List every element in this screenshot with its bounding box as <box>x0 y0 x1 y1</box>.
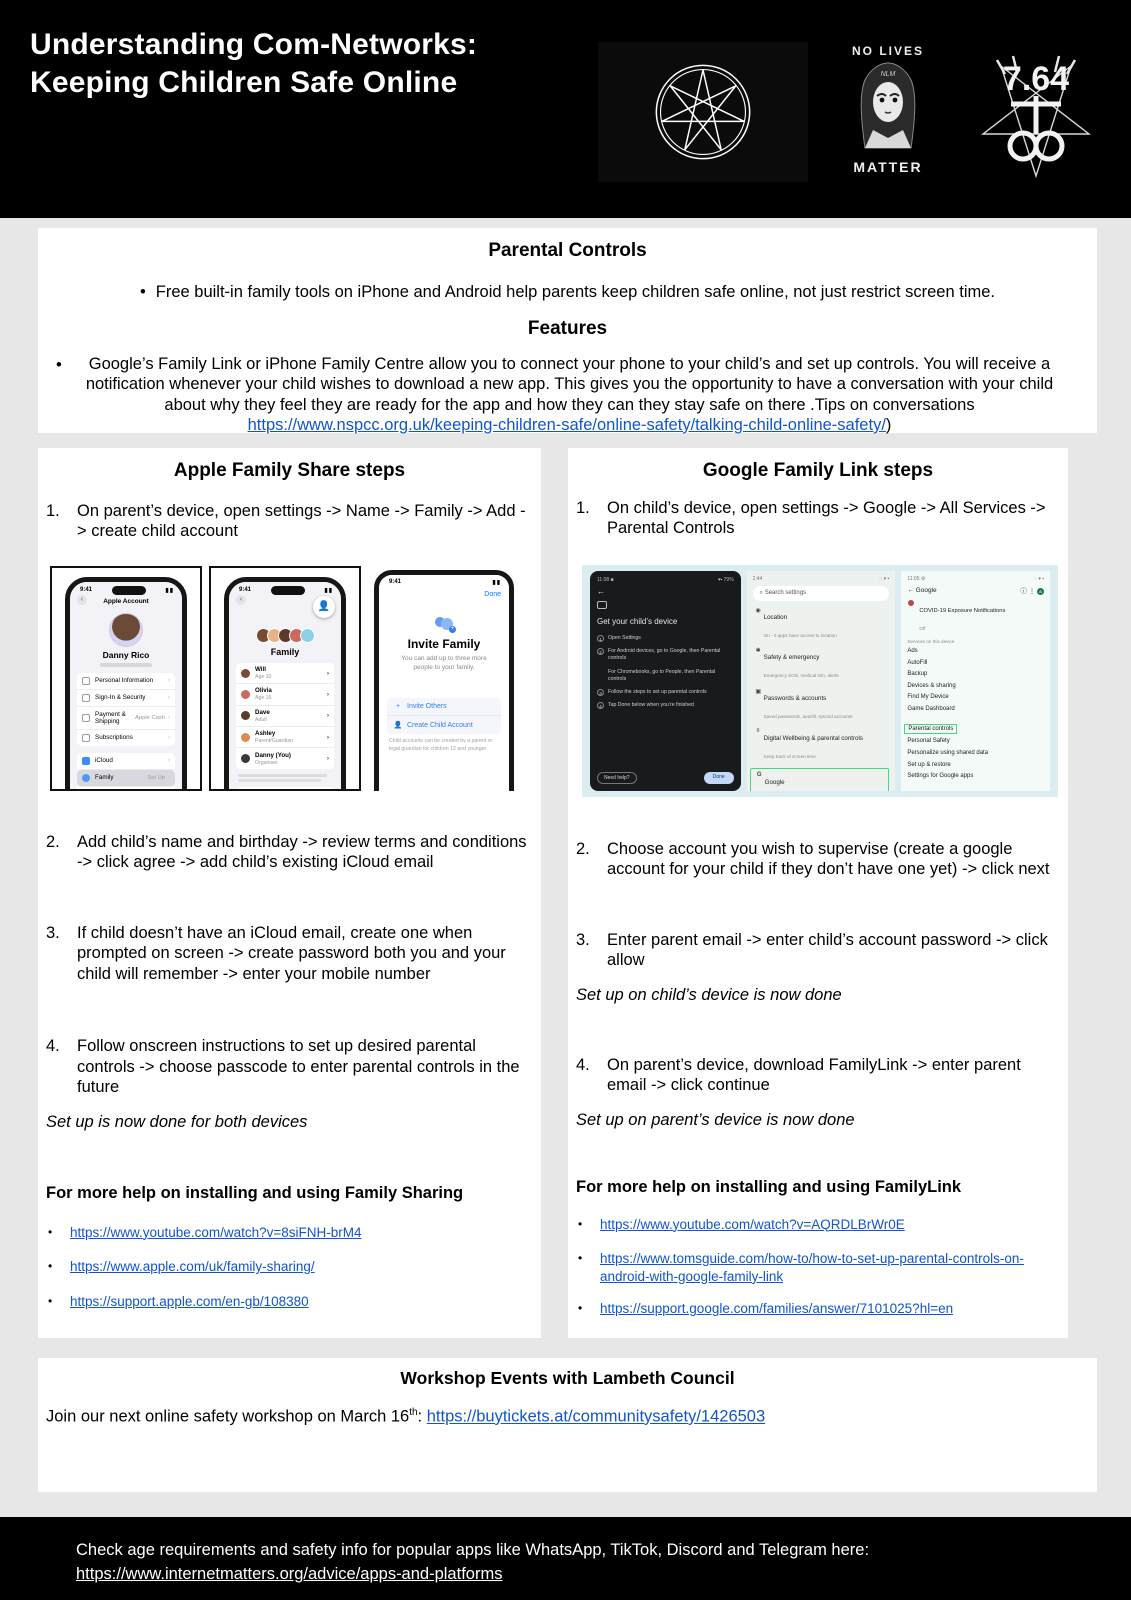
apple-screenshots <box>50 566 535 794</box>
step-text: On parent’s device, open settings -> Name -> Family -> Add -> create child account <box>77 502 526 541</box>
google-step-2: 2. Choose account you wish to supervise (create a google account for your child if they don’t have one yet) -> click next <box>576 839 1050 879</box>
status-time: 9:41 <box>389 579 402 586</box>
google-support-link[interactable]: https://support.google.com/families/answer/7101025?hl=en <box>600 1301 954 1317</box>
page-title <box>30 26 477 102</box>
status-icons: ◌ ▾ ▪ <box>879 575 890 582</box>
done-button: Done <box>704 772 734 784</box>
instruction-step: 4 Tap Done below when you’re finished <box>597 702 734 710</box>
invite-others-row: + Invite Others <box>387 698 501 716</box>
google-parent-done-note: Set up on parent’s device is now done <box>576 1110 855 1129</box>
chevron-right-icon: › <box>168 774 170 781</box>
menu-row: Payment & Shipping Apple Cash › <box>77 707 175 730</box>
status-time: 11:05 ⚙ <box>907 575 926 582</box>
google-child-done-note: Set up on child’s device is now done <box>576 985 842 1004</box>
info-icon: ⓘ ⋮ <box>1020 587 1038 595</box>
apple-help-heading: For more help on installing and using Family Sharing <box>46 1183 464 1202</box>
tomsguide-link[interactable]: https://www.tomsguide.com/how-to/how-to-set-up-parental-controls-on-android-with-google-family-link <box>600 1251 1024 1284</box>
bullet-dot: • <box>48 1259 53 1274</box>
workshop-text <box>46 1407 1097 1427</box>
safety-icon: ✱ <box>755 648 761 655</box>
notch <box>112 586 146 595</box>
service-item: Personalize using shared data <box>907 750 989 757</box>
nspcc-link[interactable]: https://www.nspcc.org.uk/keeping-children-safe/online-safety/talking-child-online-safety/ <box>247 415 886 434</box>
title-line-1: Understanding Com-Networks: <box>30 28 478 61</box>
member-row: Dave Adult › <box>236 706 334 727</box>
svg-text:NLM: NLM <box>880 71 896 78</box>
screen-title: Apple Account <box>103 598 149 606</box>
invite-family-icon: + <box>432 617 456 631</box>
features-paragraph <box>56 354 1071 435</box>
internetmatters-link[interactable]: https://www.internetmatters.org/advice/apps-and-platforms <box>76 1564 503 1583</box>
parental-controls-highlighted: Parental controls <box>904 724 957 734</box>
chevron-right-icon: › <box>326 669 329 677</box>
apple-help-link-item <box>48 1224 541 1242</box>
heptagram-icon <box>647 56 759 168</box>
parental-controls-bullet-text: Free built-in family tools on iPhone and Android help parents keep children safe online, not just restrict screen time. <box>155 283 995 301</box>
title-line-2: Keeping Children Safe Online <box>30 66 458 100</box>
status-icons: ◌ ▾ ▪ <box>1033 575 1045 582</box>
row-icon <box>82 714 90 722</box>
ordinal-suffix: th <box>409 1407 418 1418</box>
apple-heading: Apple Family Share steps <box>173 460 406 481</box>
recommended-row <box>236 787 334 791</box>
google-help-link-item <box>578 1250 1068 1285</box>
google-help-heading: For more help on installing and using FamilyLink <box>576 1177 962 1196</box>
fine-print: Child accounts can be created by a parent or legal guardian for children 12 and younger <box>389 738 493 752</box>
instruction-step: 1 Open Settings <box>597 635 734 643</box>
step-number: 1. <box>46 502 60 520</box>
back-icon: ‹ <box>236 595 246 605</box>
workshop-section <box>38 1358 1097 1492</box>
device-icon <box>597 601 607 609</box>
instruction-step: 3 Follow the steps to set up parental controls <box>597 689 734 697</box>
chevron-right-icon: › <box>168 677 170 684</box>
bullet-dot: • <box>578 1251 583 1266</box>
covid-notifications-row: COVID-19 Exposure Notifications Off <box>907 599 1044 635</box>
service-item: Settings for Google apps <box>907 773 974 780</box>
add-member-icon: 👤 <box>313 596 335 618</box>
apple-help-link-item <box>48 1258 541 1276</box>
features-heading: Features <box>527 318 608 339</box>
google-youtube-link[interactable]: https://www.youtube.com/watch?v=AQRDLBrWr0E <box>600 1216 905 1232</box>
apple-done-note: Set up is now done for both devices <box>46 1112 308 1131</box>
wellbeing-icon: ୫ <box>756 728 761 735</box>
status-icons: ▮▮ <box>492 579 501 586</box>
status-icons: ▮▮ <box>324 587 333 594</box>
settings-row-google: G Google <box>754 771 886 791</box>
avatar <box>241 711 250 720</box>
bullet-dot: • <box>578 1301 583 1316</box>
service-item: Backup <box>907 671 928 678</box>
google-help-link-item <box>578 1300 1068 1318</box>
done-link: Done <box>484 590 501 598</box>
menu-row-findmy <box>77 787 175 791</box>
bullet-dot: • <box>48 1224 53 1239</box>
apple-youtube-link[interactable]: https://www.youtube.com/watch?v=8siFNH-brM4 <box>70 1224 362 1240</box>
nlm-top-text: NO LIVES <box>851 44 924 58</box>
member-row: Olivia Age 16 › <box>236 684 334 705</box>
row-icon <box>82 734 90 742</box>
search-icon: ⌕ <box>759 589 765 596</box>
family-icon <box>82 774 90 782</box>
status-time: 9:41 <box>239 587 252 594</box>
menu-row: Personal Information › <box>77 673 175 690</box>
menu-row: Sign-In & Security › <box>77 690 175 707</box>
footer-text: Check age requirements and safety info for popular apps like WhatsApp, TikTok, Discord and Telegram here: <box>76 1541 870 1559</box>
menu-row: Subscriptions › <box>77 730 175 746</box>
member-row: Will Age 10 › <box>236 663 334 684</box>
avatar <box>241 733 250 742</box>
google-step-4: 4. On parent’s device, download FamilyLink -> enter parent email -> click continue <box>576 1055 1021 1095</box>
status-time: 9:41 <box>80 587 93 594</box>
google-step-3: 3. Enter parent email -> enter child’s account password -> click allow <box>576 930 1048 970</box>
instruction-step: For Chromebooks, go to People, then Parental controls <box>608 668 716 683</box>
screen-title: Family <box>270 646 300 657</box>
google-services-screenshot <box>901 571 1050 791</box>
passwords-icon: ▣ <box>755 688 761 695</box>
person-add-icon: 👤 <box>393 722 403 730</box>
features-suffix: ) <box>885 415 892 434</box>
account-email-redacted <box>100 663 152 667</box>
service-item: Game Dashboard <box>907 705 955 712</box>
bullet-dot: • <box>48 1293 53 1308</box>
service-item: Set up & restore <box>907 761 951 768</box>
google-step-1: 1. On child’s device, open settings -> Google -> All Services -> Parental Controls <box>576 499 1046 538</box>
search-settings-pill: ⌕ Search settings <box>753 586 890 601</box>
icloud-icon <box>82 757 90 765</box>
family-avatars <box>229 628 341 643</box>
bullet-dot: • <box>56 356 62 374</box>
android-settings-screenshot <box>747 571 896 791</box>
service-item: Devices & sharing <box>907 682 956 689</box>
status-time: 11:08 ■ <box>597 576 614 583</box>
menu-row-family-highlighted: Family Set Up › <box>77 770 175 787</box>
apple-step-2: 2. Add child’s name and birthday -> review terms and conditions -> click agree -> add child’s existing iCloud email <box>46 832 527 872</box>
settings-row: ◉ Location On - 3 apps have access to location <box>753 606 890 642</box>
workshop-tickets-link[interactable]: https://buytickets.at/communitysafety/1426503 <box>426 1407 766 1426</box>
balaclava-face-icon <box>851 60 925 152</box>
settings-row: ✱ Safety & emergency Emergency SOS, medical info, alerts <box>753 646 890 682</box>
menu-row-icloud: iCloud › <box>77 753 175 770</box>
service-item: Personal Safety <box>907 738 950 745</box>
google-row-highlight <box>750 768 890 791</box>
apple-account-screenshot <box>50 566 202 791</box>
invite-family-subtitle: You can add up to three more people to your family. <box>401 654 487 671</box>
workshop-text-before: Join our next online safety workshop on March 16 <box>46 1407 410 1426</box>
covid-icon <box>908 600 914 606</box>
page-header <box>0 0 1131 218</box>
member-row: Danny (You) Organiser › <box>236 748 334 768</box>
plus-icon: + <box>395 703 401 711</box>
avatar <box>109 613 143 647</box>
chevron-right-icon: › <box>168 734 170 741</box>
764-logo <box>975 36 1097 184</box>
avatar <box>241 754 250 763</box>
google-help-link-item <box>578 1216 1068 1234</box>
chevron-right-icon: › <box>326 712 329 720</box>
chevron-right-icon: › <box>168 694 170 701</box>
apple-step-3: 3. If child doesn’t have an iCloud email, create one when prompted on screen -> create password both you and your child will remember -> enter your mobile number <box>46 923 506 983</box>
account-name: Danny Rico <box>102 649 150 660</box>
service-item: AutoFill <box>907 659 928 666</box>
avatar <box>241 690 250 699</box>
service-item: Find My Device <box>907 694 949 701</box>
settings-row: ୫ Digital Wellbeing & parental controls Keep track of screen time <box>753 727 890 763</box>
member-row: Ashley Parent/Guardian › <box>236 727 334 748</box>
status-icons: ▮▮ <box>165 587 174 594</box>
location-icon: ◉ <box>755 607 761 614</box>
apple-help-link-item <box>48 1293 541 1311</box>
apple-support-link[interactable]: https://support.apple.com/en-gb/108380 <box>70 1293 309 1309</box>
parental-controls-heading: Parental Controls <box>488 240 647 261</box>
parental-controls-bullet <box>38 283 1097 302</box>
features-text: Google’s Family Link or iPhone Family Centre allow you to connect your phone to your child’s and set up controls. You will receive a notification whenever your child wishes to download a new app. This gives you the opportunity to have a conversation with your child about why they feel they are ready for the app and how they can they stay safe on there .Tips on conversations <box>85 355 1054 414</box>
back-arrow-icon: ← <box>597 586 605 596</box>
google-family-link-section <box>568 448 1068 1338</box>
chevron-right-icon: › <box>168 757 170 764</box>
separator: : <box>417 1407 427 1426</box>
circle-star-logo <box>598 42 808 182</box>
back-icon: ‹ <box>77 595 87 605</box>
no-lives-matter-logo <box>840 44 936 182</box>
need-help-button: Need help? <box>597 772 637 784</box>
google-heading: Google Family Link steps <box>702 460 934 481</box>
chevron-right-icon: › <box>326 733 329 741</box>
get-childs-device-screenshot <box>590 571 741 791</box>
workshop-heading: Workshop Events with Lambeth Council <box>400 1368 735 1388</box>
parental-controls-section <box>38 228 1097 433</box>
avatar <box>241 669 250 678</box>
chevron-right-icon: › <box>168 714 170 721</box>
apple-family-share-section <box>38 448 541 1338</box>
page-footer <box>0 1517 1131 1600</box>
status-time: 2:44 <box>752 575 763 582</box>
create-child-account-row: 👤 Create Child Account <box>393 721 473 730</box>
service-item: Ads <box>907 647 918 654</box>
bullet-dot: • <box>578 1216 583 1231</box>
chevron-right-icon: › <box>326 755 329 763</box>
notch <box>271 586 305 595</box>
section-label: Services on this device <box>907 638 955 644</box>
fine-print-redacted <box>238 774 332 783</box>
bullet-dot: • <box>140 283 146 301</box>
apple-step-4: 4. Follow onscreen instructions to set up desired parental controls -> choose passcode to enter parental controls in the future <box>46 1037 520 1097</box>
row-icon <box>82 677 90 685</box>
764-emblem-icon <box>977 38 1095 182</box>
google-g-icon: G <box>756 771 762 778</box>
apple-step-1 <box>46 501 535 542</box>
family-screenshot <box>209 566 361 791</box>
apple-family-sharing-link[interactable]: https://www.apple.com/uk/family-sharing/ <box>70 1259 315 1275</box>
row-icon <box>82 694 90 702</box>
instruction-step: 2 For Android devices, go to Google, then Parental controls <box>597 648 734 663</box>
back-arrow-icon: ← <box>907 586 916 594</box>
invite-family-screenshot <box>368 566 520 791</box>
android-screenshots <box>582 565 1058 797</box>
screen-title: Google <box>915 586 937 594</box>
screen-heading: Get your child’s device <box>597 616 678 626</box>
status-icons: ▾▪ 79% <box>717 576 734 583</box>
nlm-bottom-text: MATTER <box>853 159 923 175</box>
invite-family-title: Invite Family <box>407 636 481 651</box>
chevron-right-icon: › <box>326 690 329 698</box>
settings-row: ▣ Passwords & accounts Saved passwords, autofill, synced accounts <box>753 687 890 723</box>
account-avatar: a <box>1037 588 1044 595</box>
764-text: 7.64 <box>1002 60 1070 98</box>
